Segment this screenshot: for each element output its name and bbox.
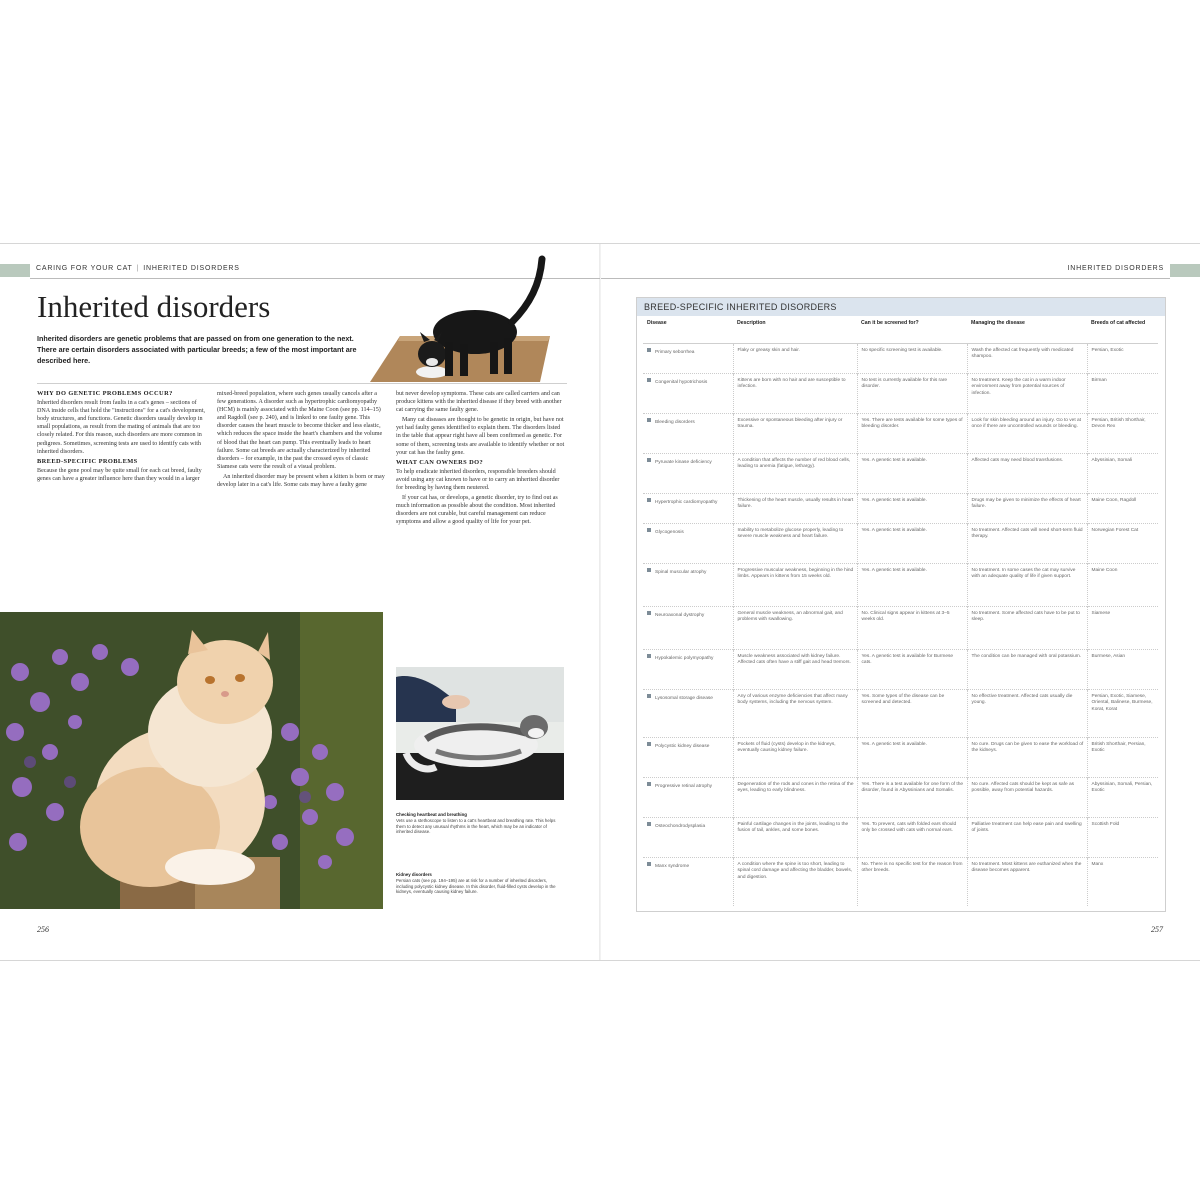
cell-text: A condition where the spine is too short, leading to spinal cord damage and affecting the bladder, bowels, and digestion.	[737, 862, 853, 880]
cell-text: Kittens are born with no hair and are susceptible to infection.	[737, 378, 846, 390]
table-row	[643, 778, 1158, 818]
row-bullet-icon	[647, 348, 651, 352]
row-bullet-icon	[647, 568, 651, 572]
cell-text: Siamese	[1091, 611, 1111, 616]
caption-text: Vets use a stethoscope to listen to a cat's heartbeat and breathing rate. This helps them to detect any unusual rhythms in the heart, which may be an indicator of inherited disease.	[396, 817, 556, 835]
cell-text: No treatment. Keep the cat in a warm indoor environment away from potential sources of infection.	[971, 378, 1066, 396]
text-column-1	[37, 390, 207, 485]
row-bullet-icon	[647, 782, 651, 786]
table-cell	[967, 524, 1087, 564]
table-cell	[857, 374, 967, 414]
table-cell	[733, 454, 857, 494]
row-bullet-icon	[647, 742, 651, 746]
caption-heartbeat	[396, 812, 561, 835]
column-header: Can it be screened for?	[857, 316, 967, 344]
section-tab	[0, 264, 30, 277]
disease-name-cell	[643, 818, 733, 858]
cell-text: Maine Coon	[1091, 568, 1118, 573]
table-row	[643, 690, 1158, 738]
cell-text: Any of various enzyme deficiencies that affect many body systems, including the nervous system.	[737, 694, 848, 706]
column-header: Managing the disease	[967, 316, 1087, 344]
subhead-breed-specific: BREED-SPECIFIC PROBLEMS	[37, 457, 138, 465]
cell-text: Yes. Some types of the disease can be screened and detected.	[861, 694, 945, 706]
table-cell	[733, 414, 857, 454]
cell-text: Congenital hypotrichosis	[655, 380, 708, 385]
table-cell	[733, 374, 857, 414]
table-row	[643, 374, 1158, 414]
table-cell	[733, 564, 857, 607]
table-cell	[857, 564, 967, 607]
body-paragraph: mixed-breed population, where such genes usually cancels after a few generations. A disorder such as hypertrophic cardiomyopathy (HCM) is mainly associated with the Maine Coon (see pp. 114–15) and Ragdoll (see p. 240), and is linked to one faulty gene. This disorder causes the heart muscle to become thicker and less elastic, which reduces the space inside the heart's chambers and the volume of blood that the heart can pump. This eventually leads to heart failure. Some cat breeds are actually characterized by inherited disorders – for example, in the past the crossed eyes of classic Siamese cats were the result of a visual problem.	[217, 391, 383, 470]
table-cell	[1087, 818, 1158, 858]
cell-text: A condition that affects the number of red blood cells, leading to anemia (fatigue, lethargy).	[737, 458, 851, 470]
cell-text: Hypokalemic polymyopathy	[655, 656, 714, 661]
cell-text: Inability to metabolize glucose properly, leading to severe muscle weakness and heart failure.	[737, 528, 844, 540]
caption-text: Persian cats (see pp. 194–195) are at risk for a number of inherited disorders, including polycystic kidney disease. In this disorder, fluid-filled cysts develop in the kidneys, eventually causing kidney failure.	[396, 877, 556, 895]
table-cell	[733, 494, 857, 524]
cell-text: Palliative treatment can help ease pain and swelling of joints.	[971, 822, 1082, 834]
cell-text: No cure. Affected cats should be kept as safe as possible, away from potential hazards.	[971, 782, 1075, 794]
disease-name-cell	[643, 738, 733, 778]
cell-text: Yes. A genetic test is available.	[861, 528, 927, 533]
table-cell	[857, 650, 967, 690]
table-cell	[1087, 778, 1158, 818]
table-cell	[857, 690, 967, 738]
table-row	[643, 524, 1158, 564]
table-body	[643, 344, 1158, 906]
page-gutter	[599, 244, 601, 960]
table-cell	[857, 344, 967, 374]
cell-text: Degeneration of the rods and cones in the retina of the eyes, leading to early blindness.	[737, 782, 854, 794]
table-cell	[1087, 738, 1158, 778]
cell-text: Wash the affected cat frequently with medicated shampoo.	[971, 348, 1074, 360]
caption-title: Kidney disorders	[396, 872, 432, 877]
table-cell	[967, 564, 1087, 607]
disease-name-cell	[643, 650, 733, 690]
table-cell	[967, 690, 1087, 738]
page-number-right: 257	[1151, 925, 1163, 934]
cell-text: No treatment. Some affected cats have to be put to sleep.	[971, 611, 1080, 623]
cell-text: Polycystic kidney disease	[655, 744, 710, 749]
intro-rule	[37, 383, 567, 384]
table-cell	[857, 818, 967, 858]
cell-text: Bleeding disorders	[655, 420, 695, 425]
cell-text: Manx	[1091, 862, 1104, 867]
table-cell	[1087, 564, 1158, 607]
cell-text: Pockets of fluid (cysts) develop in the kidneys, eventually causing kidney failure.	[737, 742, 836, 754]
body-paragraph: but never develop symptoms. These cats are called carriers and can produce kittens with the inherited disease if they breed with another cat carrying the same faulty gene.	[396, 391, 562, 414]
table-cell	[733, 524, 857, 564]
table-cell	[733, 858, 857, 906]
running-head-topic: INHERITED DISORDERS	[143, 265, 240, 272]
vet-examining-cat-photo	[396, 667, 564, 800]
black-cat-eating-illustration	[370, 254, 570, 384]
section-tab	[1170, 264, 1200, 277]
body-paragraph: If your cat has, or develops, a genetic disorder, try to find out as much information as possible about the condition. Most inherited disorders are not curable, but careful management can reduce symptoms and allow a good quality of life for your pet.	[396, 495, 558, 526]
table-header-row	[643, 316, 1158, 344]
cell-text: Yes. A genetic test is available.	[861, 458, 927, 463]
cell-text: General muscle weakness, an abnormal gait, and problems with swallowing.	[737, 611, 843, 623]
table-cell	[967, 778, 1087, 818]
body-paragraph: To help eradicate inherited disorders, responsible breeders should avoid using any cat known to have or to carry an inherited disorder for breeding by having them neutered.	[396, 468, 560, 492]
disease-name-cell	[643, 564, 733, 607]
caption-kidney	[396, 872, 561, 895]
cell-text: No cure. Drugs can be given to ease the workload of the kidneys.	[971, 742, 1084, 754]
cell-text: Look for skin bleeding around an injury. Go to vet at once if there are uncontrolled wounds or bleeding.	[971, 418, 1082, 430]
cell-text: Progressive muscular weakness, beginning in the hind limbs. Appears in kittens from 15 weeks old.	[737, 568, 854, 580]
disease-name-cell	[643, 344, 733, 374]
cell-text: No treatment. In some cases the cat may survive with an adequate quality of life if given support.	[971, 568, 1076, 580]
cell-text: Osteochondrodysplasia	[655, 824, 706, 829]
table-cell	[857, 454, 967, 494]
table-cell	[733, 818, 857, 858]
cell-text: Yes. There is a test available for one form of the disorder, found in Abyssinians and Somalis.	[861, 782, 964, 794]
disease-name-cell	[643, 524, 733, 564]
running-head-section: CARING FOR YOUR CAT	[36, 265, 133, 272]
cell-text: Yes. A genetic test is available.	[861, 568, 927, 573]
table-cell	[967, 607, 1087, 650]
table-cell	[967, 494, 1087, 524]
cell-text: No. There is no specific test for the reason from other breeds.	[861, 862, 963, 874]
cell-text: Burmese, Asian	[1091, 654, 1126, 659]
disease-name-cell	[643, 858, 733, 906]
table-cell	[857, 778, 967, 818]
cell-text: Maine Coon, Ragdoll	[1091, 498, 1137, 503]
cell-text: Thickening of the heart muscle, usually results in heart failure.	[737, 498, 854, 510]
book-spread	[0, 243, 1200, 961]
table-cell	[1087, 607, 1158, 650]
table-row	[643, 650, 1158, 690]
cell-text: Excessive or spontaneous bleeding after injury or trauma.	[737, 418, 843, 430]
cell-text: Affected cats may need blood transfusions.	[971, 458, 1064, 463]
table-heading: BREED-SPECIFIC INHERITED DISORDERS	[637, 298, 1165, 316]
caption-title: Checking heartbeat and breathing	[396, 812, 467, 817]
disease-name-cell	[643, 414, 733, 454]
cell-text: Flaky or greasy skin and hair.	[737, 348, 800, 353]
cell-text: Yes. A genetic test is available.	[861, 742, 927, 747]
cell-text: Yes. To prevent, cats with folded ears should only be crossed with cats with normal ears.	[861, 822, 957, 834]
table-cell	[1087, 414, 1158, 454]
cell-text: No. Clinical signs appear in kittens at 3–5 weeks old.	[861, 611, 950, 623]
table-row	[643, 344, 1158, 374]
cell-text: Glycogenosis	[655, 530, 684, 535]
running-head-left: CARING FOR YOUR CAT | INHERITED DISORDERS	[36, 265, 240, 272]
text-column-2	[217, 390, 387, 491]
header-rule	[601, 278, 1170, 279]
table-cell	[733, 778, 857, 818]
disease-name-cell	[643, 494, 733, 524]
table-row	[643, 454, 1158, 494]
table-cell	[857, 494, 967, 524]
page-number-left: 256	[37, 925, 49, 934]
body-paragraph: An inherited disorder may be present when a kitten is born or may develop later in a cat's life. Some cats may have a faulty gene	[217, 473, 385, 489]
table-cell	[1087, 494, 1158, 524]
cell-text: No test is currently available for this rare disorder.	[861, 378, 948, 390]
row-bullet-icon	[647, 458, 651, 462]
cell-text: Persian, Exotic, Siamese, Oriental, Balinese, Burmese, Korat, Korat	[1091, 694, 1153, 712]
cell-text: No treatment. Most kittens are euthanized when the disease becomes apparent.	[971, 862, 1082, 874]
subhead-why-genetic: WHY DO GENETIC PROBLEMS OCCUR?	[37, 390, 173, 397]
cell-text: Painful cartilage changes in the joints, leading to the fusion of tail, ankles, and some bones.	[737, 822, 849, 834]
table-cell	[967, 858, 1087, 906]
column-header: Disease	[643, 316, 733, 344]
cell-text: Manx syndrome	[655, 864, 690, 869]
table-cell	[967, 374, 1087, 414]
cell-text: Primary seborrhea	[655, 350, 695, 355]
table-cell	[733, 344, 857, 374]
table-cell	[1087, 374, 1158, 414]
cell-text: Yes. A genetic test is available for Burmese cats.	[861, 654, 954, 666]
cell-text: Abyssinian, Somali	[1091, 458, 1133, 463]
cell-text: No effective treatment. Affected cats usually die young.	[971, 694, 1073, 706]
row-bullet-icon	[647, 528, 651, 532]
text-column-3	[396, 390, 566, 529]
table-cell	[967, 454, 1087, 494]
disorders-table	[643, 316, 1158, 906]
page-title: Inherited disorders	[37, 289, 271, 324]
table-cell	[1087, 650, 1158, 690]
table-cell	[1087, 858, 1158, 906]
cell-text: No specific screening test is available.	[861, 348, 943, 353]
cell-text: Muscle weakness associated with kidney failure. Affected cats often have a stiff gait and head tremors.	[737, 654, 851, 666]
cell-text: No treatment. Affected cats will need short-term fluid therapy.	[971, 528, 1083, 540]
table-cell	[857, 524, 967, 564]
table-cell	[857, 858, 967, 906]
cell-text: Birman	[1091, 378, 1107, 383]
table-row	[643, 607, 1158, 650]
cell-text: Yes. A genetic test is available.	[861, 498, 927, 503]
cell-text: Hypertrophic cardiomyopathy	[655, 500, 718, 505]
table-cell	[733, 650, 857, 690]
row-bullet-icon	[647, 862, 651, 866]
row-bullet-icon	[647, 498, 651, 502]
table-row	[643, 818, 1158, 858]
body-paragraph: Because the gene pool may be quite small for each cat breed, faulty genes can have a greater influence here than they would in a larger	[37, 467, 202, 482]
cell-text: Yes. There are tests available for some types of bleeding disorder.	[861, 418, 963, 430]
row-bullet-icon	[647, 694, 651, 698]
cell-text: The condition can be managed with oral potassium.	[971, 654, 1082, 659]
table-cell	[733, 690, 857, 738]
row-bullet-icon	[647, 418, 651, 422]
table-cell	[1087, 344, 1158, 374]
table-cell	[857, 414, 967, 454]
cell-text: Persian, Exotic	[1091, 348, 1124, 353]
table-cell	[967, 344, 1087, 374]
cell-text: Scottish Fold	[1091, 822, 1120, 827]
cell-text: Neuroaxonal dystrophy	[655, 613, 705, 618]
table-row	[643, 564, 1158, 607]
table-cell	[857, 607, 967, 650]
disease-name-cell	[643, 374, 733, 414]
table-row	[643, 738, 1158, 778]
table-cell	[1087, 690, 1158, 738]
table-cell	[967, 414, 1087, 454]
table-cell	[733, 607, 857, 650]
intro-paragraph: Inherited disorders are genetic problems that are passed on from one generation to the next. There are certain disorders associated with particular breeds; a few of the most important are described here.	[37, 334, 357, 365]
disease-name-cell	[643, 607, 733, 650]
column-header: Description	[733, 316, 857, 344]
column-header: Breeds of cat affected	[1087, 316, 1158, 344]
table-cell	[1087, 454, 1158, 494]
cell-text: Persian, British Shorthair, Devon Rex	[1091, 418, 1146, 430]
body-paragraph: Inherited disorders result from faults in a cat's genes – sections of DNA inside cells that hold the "instructions" for a cat's development, body structures, and functions. Genetic disorders usually develop in small populations, as result from the mating of animals that are too closely related. For this reason, such disorders are more common in pedigrees. Sometimes, screening tests are used to identify cats with inherited disorders.	[37, 400, 206, 455]
table-row	[643, 414, 1158, 454]
running-head-right: INHERITED DISORDERS	[1067, 265, 1164, 272]
cell-text: Norwegian Forest Cat	[1091, 528, 1139, 533]
table-row	[643, 858, 1158, 906]
row-bullet-icon	[647, 611, 651, 615]
cell-text: Pyruvate kinase deficiency	[655, 460, 712, 465]
disease-name-cell	[643, 690, 733, 738]
disease-name-cell	[643, 454, 733, 494]
table-row	[643, 494, 1158, 524]
cell-text: Abyssinian, Somali, Persian, Exotic	[1091, 782, 1153, 794]
subhead-what-can-owners-do: WHAT CAN OWNERS DO?	[396, 458, 484, 466]
table-cell	[1087, 524, 1158, 564]
table-cell	[733, 738, 857, 778]
body-paragraph: Many cat diseases are thought to be genetic in origin, but have not yet had faulty genes identified to explain them. The disorders listed in the table that appear right have all been confirmed as genetic. For some of them, screening tests are available to identify whether or not your cat has the faulty gene.	[396, 417, 565, 456]
table-cell	[967, 818, 1087, 858]
table-cell	[857, 738, 967, 778]
cell-text: Drugs may be given to minimize the effects of heart failure.	[971, 498, 1081, 510]
disease-name-cell	[643, 778, 733, 818]
disorders-table-box	[636, 297, 1166, 912]
table-cell	[967, 738, 1087, 778]
cell-text: Progressive retinal atrophy	[655, 784, 713, 789]
cell-text: Spinal muscular atrophy	[655, 570, 707, 575]
cell-text: Lysosomal storage disease	[655, 696, 713, 701]
row-bullet-icon	[647, 378, 651, 382]
persian-cat-photo	[0, 612, 383, 909]
table-cell	[967, 650, 1087, 690]
row-bullet-icon	[647, 822, 651, 826]
cell-text: British Shorthair, Persian, Exotic	[1091, 742, 1146, 754]
row-bullet-icon	[647, 654, 651, 658]
